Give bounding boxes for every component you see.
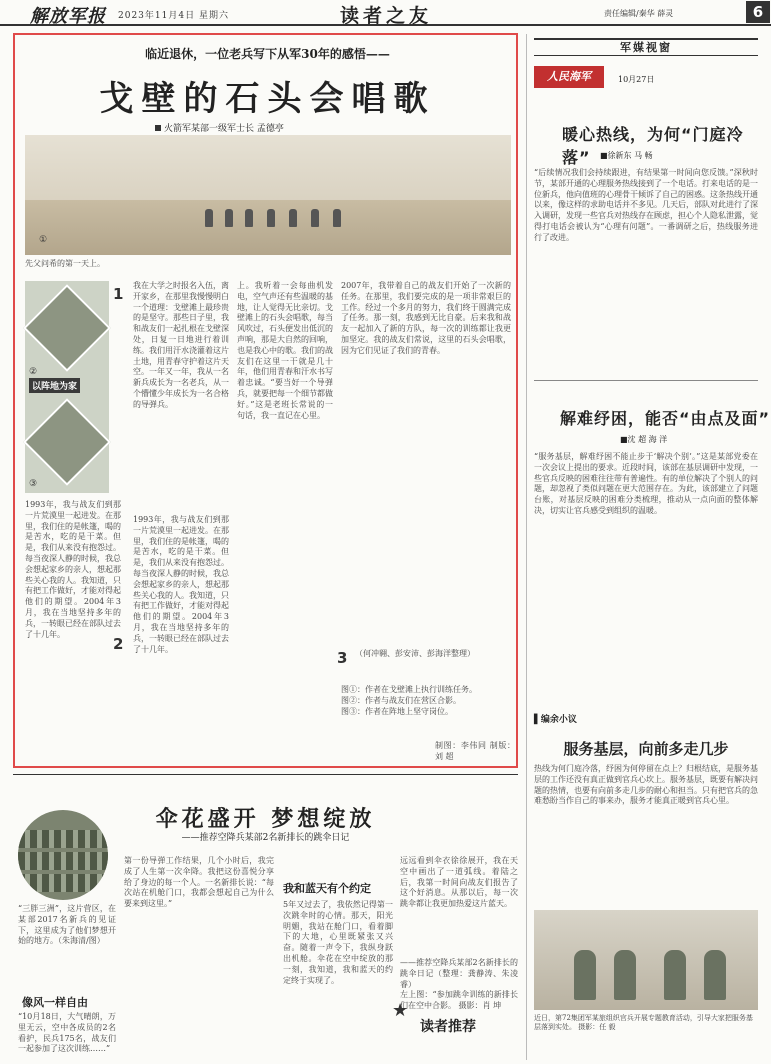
star-icon: ★ [392, 1000, 409, 1021]
soldier-figure [267, 209, 275, 227]
person-figure [664, 950, 686, 1000]
reader-recommend-logo: 读者推荐 [420, 1019, 476, 1035]
lower-photo-credit: 左上图：“参加跳伞训练的新排长们在空中合影。 摄影：肖 坤 [400, 990, 518, 1010]
photo-label-1: ① [39, 235, 48, 245]
page-editors: 责任编辑/秦华 薛灵 [604, 9, 674, 18]
feature-column-2: 1993年，我与战友们到那一片荒漠里一起进发。在那里，我们住的是帐篷，喝的是苦水，吃的是干菜。但是，我们从来没有抱怨过。每当夜深人静的时候，我总会想起家乡的亲人，想起那些关心我的人。我知道，只有把工作做好，才能对得起他们的期望。2004年3月，我在当地坚持多年的兵，一转眼已经在部队过去了十几年。 [133, 515, 229, 654]
person-figure [614, 950, 636, 1000]
person-figure [704, 950, 726, 1000]
article2-author: ■沈 超 海 洋 [620, 435, 668, 444]
photo-credits: 图①：作者在戈壁滩上执行训练任务。 图②：作者与战友们在营区合影。 图③：作者在阵地上坚守岗位。 [341, 685, 477, 716]
feature-headline: 戈壁的石头会唱歌 [99, 79, 436, 119]
feature-kicker: 临近退休，一位老兵写下从军30年的感悟—— [145, 47, 390, 61]
column-divider [526, 34, 527, 1060]
lower-headline: 伞花盛开 梦想绽放 [155, 806, 376, 832]
soldier-figure [225, 209, 233, 227]
soldier-figure [205, 209, 213, 227]
soldier-figure [245, 209, 253, 227]
gate-sign: 以阵地为家 [29, 378, 80, 393]
photo-label-2: ② [29, 367, 38, 377]
source-date: 10月27日 [618, 75, 655, 84]
peoples-navy-logo: 人民海军 [534, 66, 604, 88]
portrait-diamond [23, 398, 111, 486]
soldier-figure [289, 209, 297, 227]
soldier-figure [311, 209, 319, 227]
feature-closing-note: （何冲翱、彭安沛、彭海洋整理） [355, 649, 475, 658]
lower-column-1: 第一份导弹工作结果，几个小时后，我完成了人生第一次伞降。我把这份喜悦分享给了身边的每一个人。一名新排长说：“每次站在机舱门口，我都会想起自己为什么要来到这里。” [124, 856, 274, 909]
lower-column-3: 远远看到伞衣徐徐展开，我在天空中画出了一道弧线。着陆之后，我第一时间向战友们报告了这个好消息。从那以后，每一次跳伞都让我更加热爱这片蓝天。 [400, 856, 518, 909]
feature-column-1b: 1993年，我与战友们到那一片荒漠里一起进发。在那里，我们住的是帐篷，喝的是苦水，吃的是干菜。但是，我们从来没有抱怨过。每当夜深人静的时候，我总会想起家乡的亲人，想起那些关心我的人。我知道，只有把工作做好，才能对得起他们的期望。2004年3月，我在当地坚持多年的兵，一转眼已经在部队过去了十几年。 [25, 500, 121, 639]
training-photo [534, 910, 758, 1010]
article2-title: 解难纾困，能否“由点及面” [560, 409, 771, 428]
photo-row [18, 852, 108, 870]
article1-author: ■徐新东 马 畅 [600, 151, 653, 160]
photo-row [18, 874, 108, 892]
article1-body: “后续情况我们会持续跟进，有结果第一时间向您反馈。”深秋时节，某部开通的心理服务热线接到了一个电话。打来电话的是一位新兵，他向值班的心理骨干倾诉了自己的困惑。这条热线开通以来，像这样的求助电话并不多见。几天后，部队对此进行了深入调研，发现一些官兵对热线存在顾虑，担心个人隐私泄露，觉得打电话会被认为“心理有问题”。一番调研之后，热线服务进行了改进。 [534, 168, 758, 242]
lower-photo-caption: “三胖三洲”，这片营区，在某部2017名新兵的见证下，这里成为了他们梦想开始的地方。（朱海清/图） [18, 904, 116, 946]
editor-note-label: ▌编余小议 [534, 715, 577, 725]
photo-label-3: ③ [29, 479, 38, 489]
section-divider [13, 774, 518, 775]
feature-article [13, 33, 518, 768]
left-column-text: “10月18日，大气晴朗，万里无云，空中各成员的2名看护，民兵175名，战友们一起参加了这次训练……” [18, 1012, 116, 1054]
soldier-figure [333, 209, 341, 227]
left-subheading: 像风一样自由 [22, 996, 88, 1009]
issue-date: 2023年11月4日 星期六 [118, 11, 229, 21]
portrait-diamond [23, 284, 111, 372]
feature-intro: 先父问希的第一天上。 [25, 259, 105, 268]
photo-row [18, 830, 108, 848]
bullet-square-icon [155, 125, 161, 131]
paratrooper-group-photo [18, 810, 108, 900]
section-title: 读者之友 [340, 5, 433, 27]
section-number: 2 [113, 635, 124, 653]
feature-column-3: 上。我听着一会每曲机发电，空气声还有些温暖的基地，让人觉得无比亲切。戈壁滩上的石头会唱歌，每当风吹过，石头便发出低沉的声响，那是大自然的回响，也是我心中的歌。我们的战友们在这里一干就是几十年，他们用青春和汗水书写着忠诚。“要当好一个导弹兵，就要把每一个细节都做好。”这是老班长常说的一句话，我一直记在心里。 [237, 281, 333, 420]
training-photo-caption: 近日，第72集团军某旅组织官兵开展专题教育活动，引导大家把服务基层落到实处。 摄影：任 毅 [534, 1014, 753, 1031]
section-number: 3 [337, 649, 348, 667]
desert-march-photo [25, 135, 511, 255]
section-number: 1 [113, 285, 124, 303]
lower-column-2: 5年又过去了，我依然记得第一次跳伞时的心情。那天，阳光明媚，我站在舱门口，看着脚下的大地，心里既紧张又兴奋。随着一声令下，我纵身跃出机舱。伞花在空中绽放的那一刻，我知道，我和蓝天的约定终于实现了。 [283, 900, 393, 985]
byline-text: 火箭军某部一级军士长 孟德亭 [164, 124, 284, 134]
feature-designer: 制图：李伟同 制版：刘 超 [435, 741, 515, 761]
service-body: 热线为何门庭冷落，纾困为何停留在点上？归根结底，是服务基层的工作还没有真正做到官兵心坎上。服务基层，既要有解决问题的热情，也要有向前多走几步的耐心和担当。只有把官兵的急难愁盼当作自己的事来办，服务才能真正暖到官兵心里。 [534, 764, 758, 806]
military-media-title: 军媒视窗 [620, 41, 672, 54]
page-number: 6 [746, 1, 770, 23]
lower-mid-heading: 我和蓝天有个约定 [283, 882, 371, 895]
feature-column-1: 我在大学之时报名入伍，离开家乡，在那里我慢慢明白一个道理：戈壁滩上最珍贵的是坚守。那些日子里，我和战友们一起扎根在戈壁深处，日复一日地进行着训练。我们用汗水浇灌着这片土地，用青春守护着这片天空。一年又一年，我从一名新兵成长为一名老兵，从一个懵懂少年成长为一名合格的导弹兵。 [133, 281, 229, 409]
person-figure [574, 950, 596, 1000]
feature-column-4: 2007年，我带着自己的战友们开始了一次新的任务。在那里，我们要完成的是一项非常艰巨的工作。经过一个多月的努力，我们终于圆满完成了任务。那一刻，我感到无比自豪。后来我和战友一起加入了新的方队，每一次的训练都让我更加坚定。我的战友们常说，这里的石头会唱歌，因为它们见证了我们的青春。 [341, 281, 511, 355]
feature-byline [155, 121, 284, 134]
article1-title: 暖心热线，为何“门庭冷落” [562, 125, 744, 167]
lower-subtitle: ——推荐空降兵某部2名新排长的跳伞日记 [181, 833, 350, 843]
newspaper-logo: 解放军报 [30, 6, 106, 27]
lower-column-3-sign: ——推荐空降兵某部2名新排长的跳伞日记（整理：龚静涛、朱凌睿） [400, 958, 518, 988]
military-media-header [534, 38, 758, 56]
masthead [0, 0, 771, 26]
article-divider [534, 380, 758, 381]
article2-body: “服务基层，解难纾困不能止步于‘解决个别’。”这是某部党委在一次会议上提出的要求。近段时间，该部在基层调研中发现，一些官兵反映的困难往往带有普遍性。有的单位解决了个别人的问题，却忽视了类似问题在更大范围存在。为此，该部建立了问题台账，对基层反映的困难分类梳理，推动从一点向面的整体解决，切实让官兵感受到组织的温暖。 [534, 452, 758, 515]
service-title: 服务基层，向前多走几步 [563, 740, 729, 758]
